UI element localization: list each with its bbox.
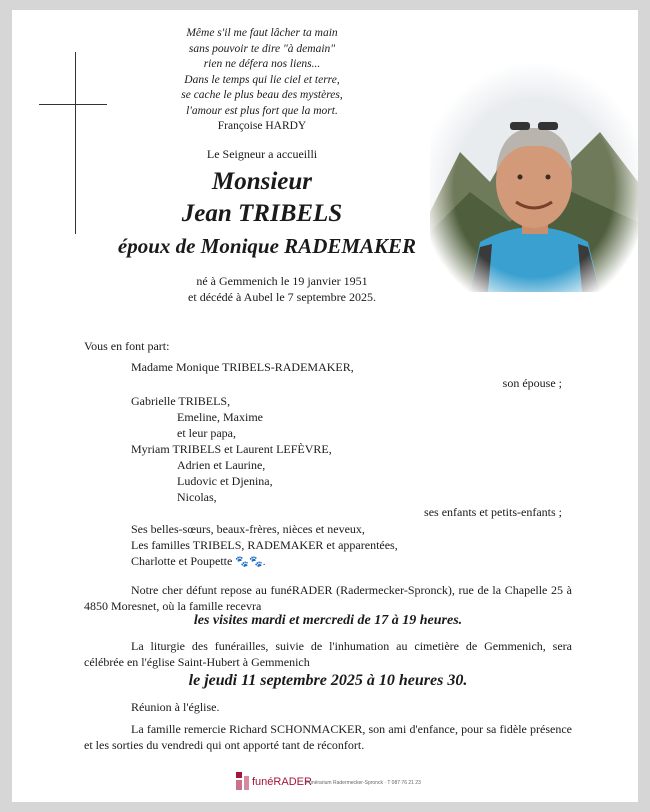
title-name: Jean TRIBELS — [181, 200, 343, 227]
thanks-line: fidèle présence et les sorties du vendredi qui ont apporté tant de réconfort. — [84, 722, 572, 752]
pets-names: Charlotte et Poupette — [131, 554, 233, 568]
obituary-card — [12, 10, 638, 802]
family-line: Nicolas, — [177, 490, 217, 504]
death-line: et décédé à Aubel le 7 septembre 2025. — [188, 290, 376, 304]
poem-line: Même s'il me faut lâcher ta main — [186, 27, 338, 39]
birth-death — [162, 273, 402, 305]
family-line: Adrien et Laurine, — [177, 458, 266, 472]
family-role: ses enfants et petits-enfants ; — [424, 505, 562, 519]
liturgy-line: La liturgie des funérailles, suivie de l'inhumation au cimetière de — [131, 639, 478, 653]
family-line: Ses belles-sœurs, beaux-frères, nièces et neveux, — [131, 522, 365, 536]
portrait-photo — [430, 62, 638, 292]
liturgy-paragraph — [84, 638, 572, 670]
thanks-paragraph — [84, 721, 572, 753]
liturgy-line: Gemmenich, sera célébrée en l'église Saint-Hubert à Gemmenich — [84, 639, 573, 669]
title-civility: Monsieur — [211, 168, 313, 195]
intro-text: Vous en font part: — [84, 339, 170, 353]
rest-line: Notre cher défunt repose au funéRADER (Radermecker-Spronck), rue de la — [131, 583, 502, 597]
family-line: Ludovic et Djenina, — [177, 474, 273, 488]
portrait-illustration — [430, 62, 638, 292]
funerader-logo — [234, 768, 454, 794]
footer-logo — [234, 768, 454, 794]
family-line — [131, 554, 265, 571]
accueil-text: Le Seigneur a accueilli — [206, 147, 318, 161]
rest-line: Chapelle 25 à 4850 Moresnet, où la famille recevra — [84, 583, 572, 613]
cross-horizontal — [39, 104, 107, 105]
poem-line: l'amour est plus fort que la mort. — [186, 104, 338, 117]
family-line: Gabrielle TRIBELS, — [131, 394, 231, 408]
poem-author: Françoise HARDY — [217, 120, 307, 132]
cross-vertical — [75, 52, 76, 234]
family-line: Les familles TRIBELS, RADEMAKER et apparentées, — [131, 538, 398, 552]
paw-icon: 🐾🐾. — [235, 556, 266, 568]
footer-brand: funéRADER — [252, 776, 312, 788]
family-role: son épouse ; — [502, 376, 562, 390]
birth-line: né à Gemmenich le 19 janvier 1951 — [196, 274, 368, 288]
reunion-text: Réunion à l'église. — [131, 700, 220, 714]
family-line: Myriam TRIBELS et Laurent LEFÈVRE, — [131, 442, 332, 456]
family-line: et leur papa, — [177, 426, 236, 440]
poem-line: Dans le temps qui lie ciel et terre, — [184, 73, 340, 86]
poem-line: rien ne défera nos liens... — [203, 58, 321, 70]
footer-small: Funérarium Radermecker-Spronck · T 087 76 21 23 — [306, 780, 421, 786]
visits-line: les visites mardi et mercredi de 17 à 19 heures. — [193, 613, 463, 628]
thanks-line: La famille remercie Richard SCHONMACKER, son ami d'enfance, pour sa — [131, 722, 497, 736]
funeral-date: le jeudi 11 septembre 2025 à 10 heures 30. — [188, 672, 468, 689]
family-line: Emeline, Maxime — [177, 410, 263, 424]
rest-paragraph — [84, 582, 572, 614]
title-spouse: époux de Monique RADEMAKER — [117, 234, 417, 258]
poem-line: se cache le plus beau des mystères, — [181, 89, 343, 101]
family-line: Madame Monique TRIBELS-RADEMAKER, — [131, 360, 354, 374]
poem — [132, 26, 392, 135]
poem-line: sans pouvoir te dire "à demain" — [188, 42, 336, 55]
